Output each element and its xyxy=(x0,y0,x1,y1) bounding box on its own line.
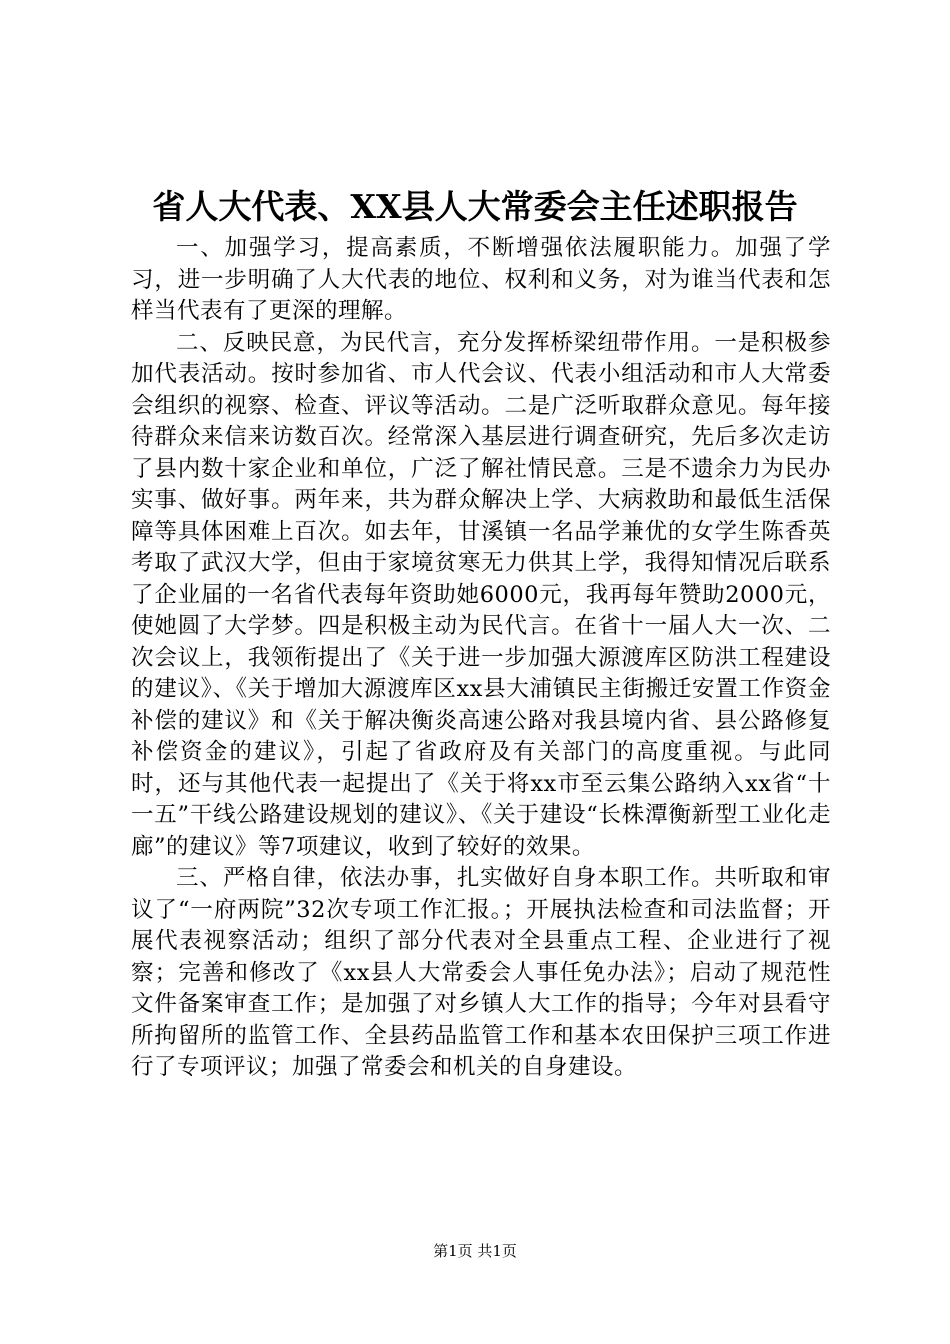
document-title: 省人大代表、XX县人大常委会主任述职报告 xyxy=(152,187,798,226)
document-body xyxy=(131,233,831,1084)
paragraph-2: 二、反映民意，为民代言，充分发挥桥梁纽带作用。一是积极参加代表活动。按时参加省、市人代会议、代表小组活动和市人大常委会组织的视察、检查、评议等活动。二是广泛听取群众意见。每年接待群众来信来访数百次。经常深入基层进行调查研究，先后多次走访了县内数十家企业和单位，广泛了解社情民意。三是不遗余力为民办实事、做好事。两年来，共为群众解决上学、大病救助和最低生活保障等具体困难上百次。如去年，甘溪镇一名品学兼优的女学生陈香英考取了武汉大学，但由于家境贫寒无力供其上学，我得知情况后联系了企业届的一名省代表每年资助她6000元，我再每年赞助2000元，使她圆了大学梦。四是积极主动为民代言。在省十一届人大一次、二次会议上，我领衔提出了《关于进一步加强大源渡库区防洪工程建设的建议》、《关于增加大源渡库区xx县大浦镇民主街搬迁安置工作资金补偿的建议》和《关于解决衡炎高速公路对我县境内省、县公路修复补偿资金的建议》，引起了省政府及有关部门的高度重视。与此同时，还与其他代表一起提出了《关于将xx市至云集公路纳入xx省“十一五”干线公路建设规划的建议》、《关于建设“长株潭衡新型工业化走廊”的建议》等7项建议，收到了较好的效果。 xyxy=(131,329,831,860)
page-footer: 第1页 共1页 xyxy=(433,1242,517,1260)
paragraph-3: 三、严格自律，依法办事，扎实做好自身本职工作。共听取和审议了“一府两院”32次专项工作汇报。；开展执法检查和司法监督；开展代表视察活动；组织了部分代表对全县重点工程、企业进行了视察；完善和修改了《xx县人大常委会人事任免办法》；启动了规范性文件备案审查工作；是加强了对乡镇人大工作的指导；今年对县看守所拘留所的监管工作、全县药品监管工作和基本农田保护三项工作进行了专项评议；加强了常委会和机关的自身建设。 xyxy=(131,865,831,1080)
paragraph-1: 一、加强学习，提高素质，不断增强依法履职能力。加强了学习，进一步明确了人大代表的地位、权利和义务，对为谁当代表和怎样当代表有了更深的理解。 xyxy=(131,235,831,324)
